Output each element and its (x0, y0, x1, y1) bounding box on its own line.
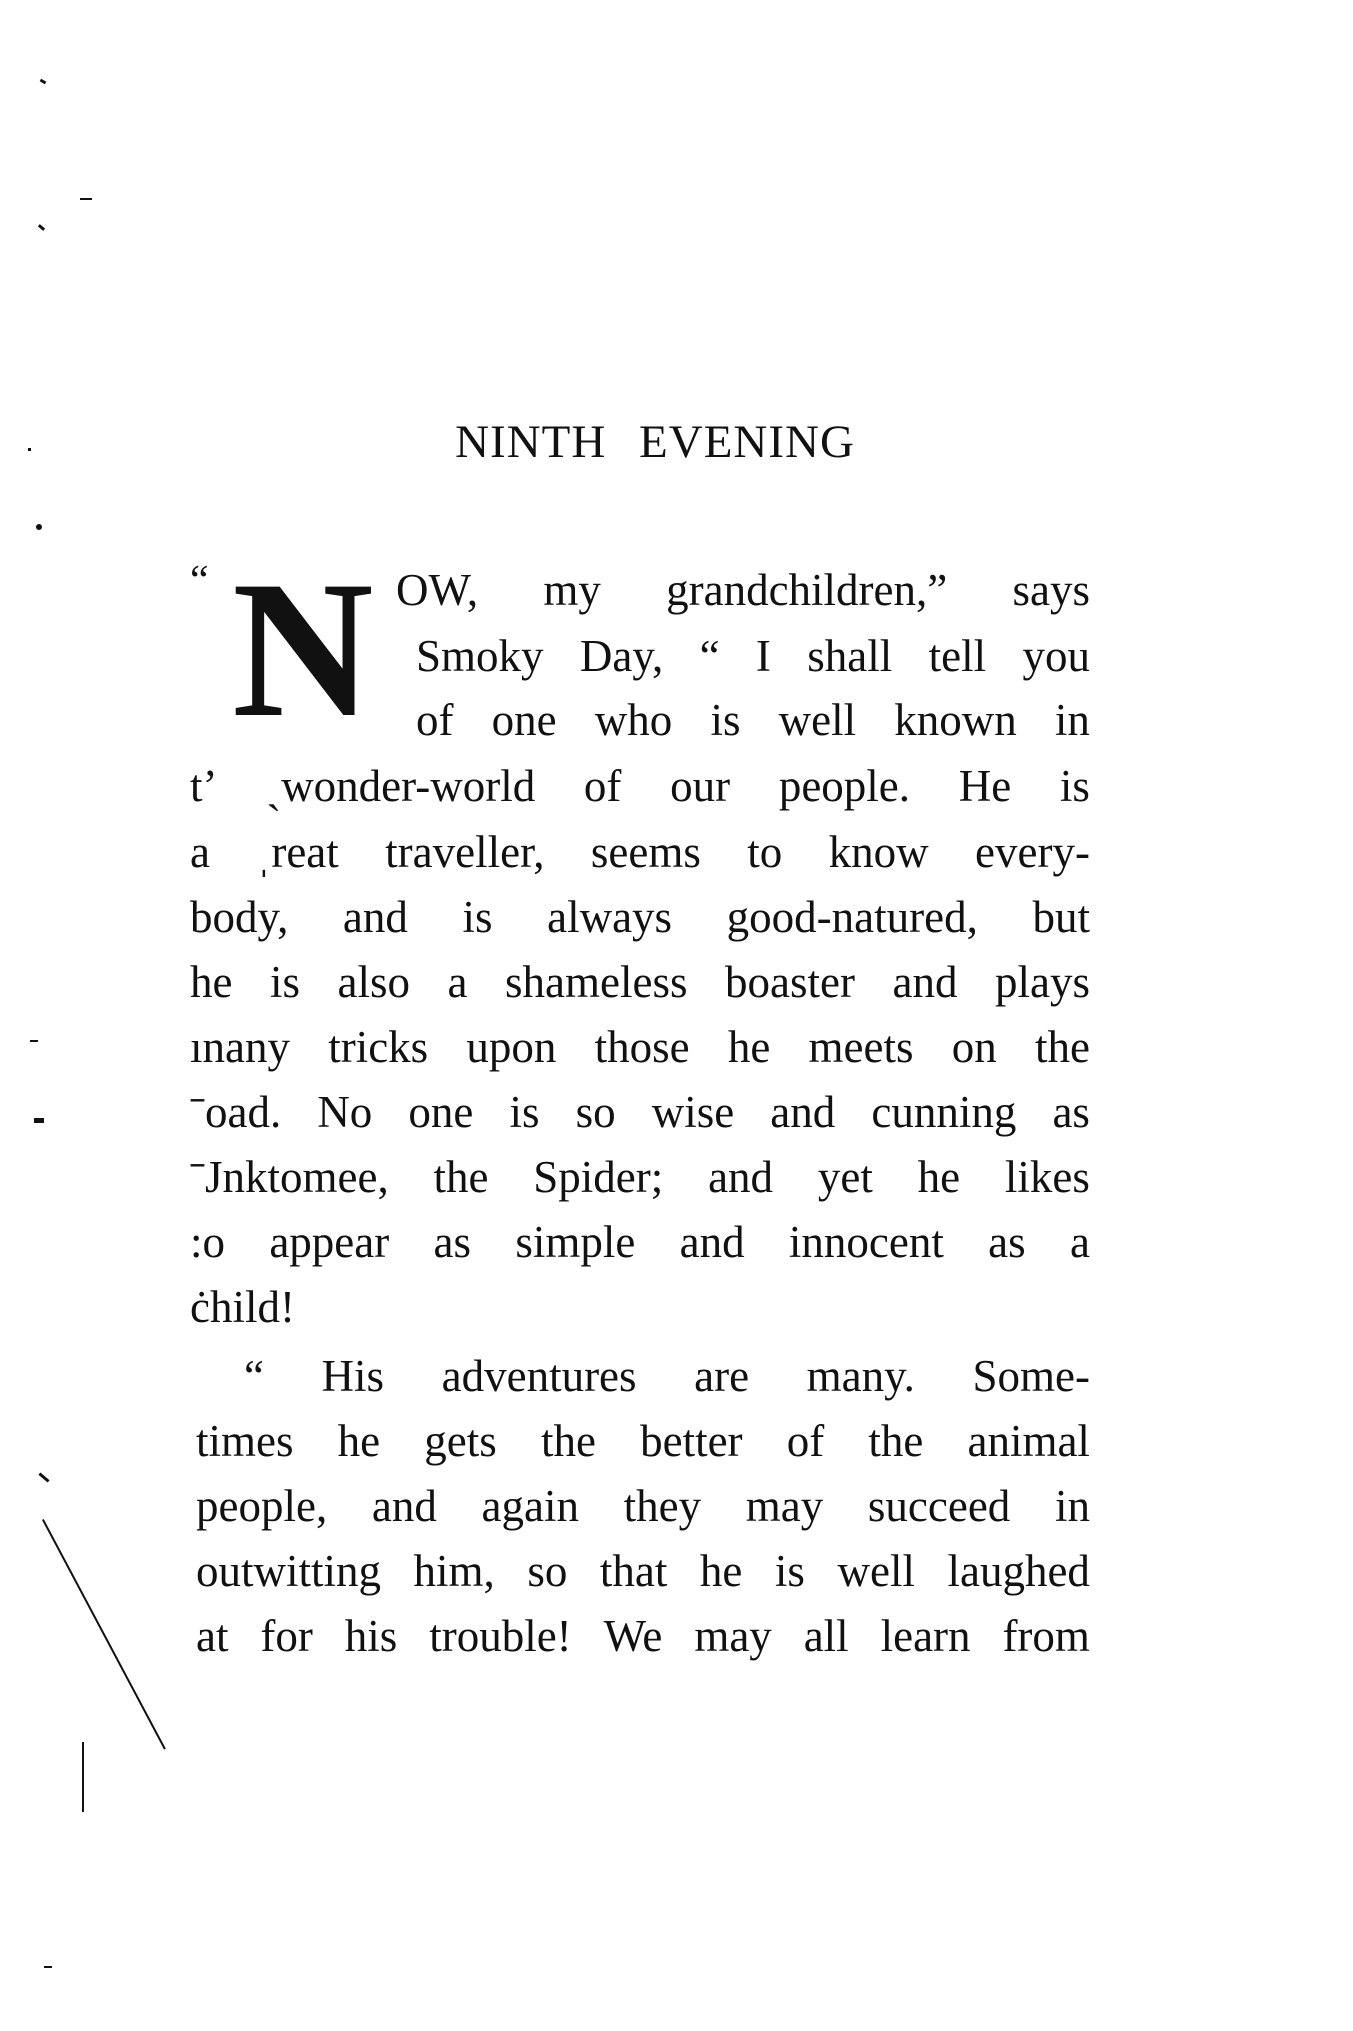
word: appear (269, 1217, 390, 1267)
word: is (509, 1087, 540, 1137)
word: one (408, 1087, 474, 1137)
word: for (260, 1611, 313, 1661)
text-line (190, 1282, 1090, 1332)
word: :o (190, 1217, 226, 1267)
word: shameless (505, 957, 688, 1007)
word: body, (190, 892, 289, 942)
word: who (594, 695, 673, 745)
word: may (694, 1611, 772, 1661)
word: and (371, 1481, 437, 1531)
scan-artifact (38, 224, 45, 231)
word: he (917, 1152, 961, 1202)
word: plays (995, 957, 1090, 1007)
word: is (774, 1546, 805, 1596)
word: ˉJnktomee, (190, 1152, 389, 1202)
word: No (317, 1087, 373, 1137)
word: but (1032, 892, 1090, 942)
word: he (337, 1416, 381, 1466)
word: Smoky (416, 631, 544, 681)
text-line (190, 1152, 1090, 1202)
word: and (770, 1087, 836, 1137)
word: ˉoad. (190, 1087, 282, 1137)
word: many. (806, 1351, 915, 1401)
word: our (670, 761, 731, 811)
word: cunning (871, 1087, 1017, 1137)
word: also (337, 957, 411, 1007)
word: a (1069, 1217, 1090, 1267)
scan-artifact (80, 198, 92, 200)
word: a (190, 827, 210, 877)
word: a (447, 957, 468, 1007)
word: “ (244, 1351, 264, 1401)
word: in (1054, 695, 1090, 745)
word: one (491, 695, 557, 745)
word: trouble! (429, 1611, 572, 1661)
text-line (190, 892, 1090, 942)
scan-artifact (34, 1118, 44, 1123)
text-line (196, 1416, 1090, 1466)
chapter-heading-word: NINTH (455, 416, 607, 468)
drop-cap-letter: N (232, 541, 374, 758)
scan-artifact (40, 79, 47, 85)
word: the (433, 1152, 489, 1202)
word: so (527, 1546, 568, 1596)
word: ınany (190, 1022, 290, 1072)
word: those (594, 1022, 690, 1072)
word: people. (778, 761, 911, 811)
word: of (416, 695, 454, 745)
word: are (694, 1351, 750, 1401)
word: he (699, 1546, 743, 1596)
word: ċhild! (190, 1282, 295, 1332)
word: meets (808, 1022, 914, 1072)
text-line (244, 1351, 1090, 1401)
word: may (745, 1481, 824, 1531)
word: from (1002, 1611, 1090, 1661)
word: is (462, 892, 493, 942)
word: the (1034, 1022, 1090, 1072)
word: and (679, 1217, 745, 1267)
chapter-heading (0, 415, 1310, 469)
word: he (190, 957, 233, 1007)
word: he (727, 1022, 771, 1072)
word: likes (1004, 1152, 1090, 1202)
word: simple (515, 1217, 636, 1267)
word: better (640, 1416, 743, 1466)
word: the (540, 1416, 596, 1466)
word: Spider; (533, 1152, 664, 1202)
word: ˌreat (256, 827, 339, 877)
word: innocent (788, 1217, 944, 1267)
word: is (1059, 761, 1090, 811)
word: boaster (725, 957, 855, 1007)
word: seems (590, 827, 701, 877)
word: you (1022, 631, 1090, 681)
scan-artifact (38, 1472, 49, 1482)
chapter-heading-word: EVENING (639, 416, 855, 468)
scan-artifact (28, 448, 31, 451)
word: on (951, 1022, 997, 1072)
word: He (958, 761, 1012, 811)
text-line (190, 1217, 1090, 1267)
word: Some- (972, 1351, 1090, 1401)
word: of (786, 1416, 825, 1466)
text-line (396, 565, 1090, 615)
scan-artifact (82, 1742, 84, 1812)
word: in (1054, 1481, 1090, 1531)
word: adventures (441, 1351, 637, 1401)
word: well (837, 1546, 915, 1596)
word: so (575, 1087, 616, 1137)
word: as (433, 1217, 472, 1267)
word: people, (196, 1481, 328, 1531)
word: all (803, 1611, 849, 1661)
word: and (708, 1152, 774, 1202)
word: well (778, 695, 857, 745)
word: known (894, 695, 1017, 745)
word: shall (807, 631, 893, 681)
word: his (344, 1611, 398, 1661)
word: my (543, 565, 601, 615)
word: times (196, 1416, 294, 1466)
word: We (603, 1611, 663, 1661)
word: tell (928, 631, 987, 681)
word: him, (413, 1546, 495, 1596)
text-line (190, 957, 1090, 1007)
word: I (755, 631, 771, 681)
text-line (196, 1611, 1090, 1661)
word: OW, (396, 565, 479, 615)
word: outwitting (196, 1546, 382, 1596)
text-line (416, 631, 1090, 681)
word: learn (880, 1611, 971, 1661)
text-line (416, 695, 1090, 745)
word: the (868, 1416, 924, 1466)
word: that (599, 1546, 668, 1596)
drop-cap-quote: “ (190, 558, 209, 604)
word: they (623, 1481, 702, 1531)
word: says (1012, 565, 1090, 615)
word: upon (466, 1022, 557, 1072)
word: traveller, (385, 827, 545, 877)
text-line (196, 1481, 1090, 1531)
word: of (583, 761, 622, 811)
text-line (190, 1087, 1090, 1137)
scan-artifact (36, 524, 42, 530)
word: every- (975, 827, 1090, 877)
word: as (988, 1217, 1026, 1267)
word: gets (424, 1416, 497, 1466)
word: again (481, 1481, 579, 1531)
word: know (828, 827, 929, 877)
word: laughed (947, 1546, 1090, 1596)
word: animal (967, 1416, 1090, 1466)
word: His (321, 1351, 385, 1401)
word: at (196, 1611, 229, 1661)
word: succeed (867, 1481, 1011, 1531)
word: ˎwonder-world (266, 761, 536, 811)
text-line (190, 761, 1090, 811)
word: to (747, 827, 783, 877)
word: yet (817, 1152, 873, 1202)
text-line (196, 1546, 1090, 1596)
word: tʼ (190, 761, 218, 811)
word: wise (651, 1087, 735, 1137)
word: and (342, 892, 408, 942)
scan-artifact (44, 1966, 52, 1968)
word: is (710, 695, 741, 745)
word: grandchildren,” (666, 565, 948, 615)
word: “ (699, 631, 720, 681)
word: tricks (328, 1022, 429, 1072)
word: always (547, 892, 673, 942)
scan-artifact (42, 1519, 166, 1750)
text-line (190, 827, 1090, 877)
scan-artifact (30, 1040, 38, 1042)
word: and (892, 957, 958, 1007)
word: is (270, 957, 301, 1007)
word: as (1052, 1087, 1090, 1137)
word: good-natured, (726, 892, 978, 942)
word: Day, (579, 631, 664, 681)
text-line (190, 1022, 1090, 1072)
